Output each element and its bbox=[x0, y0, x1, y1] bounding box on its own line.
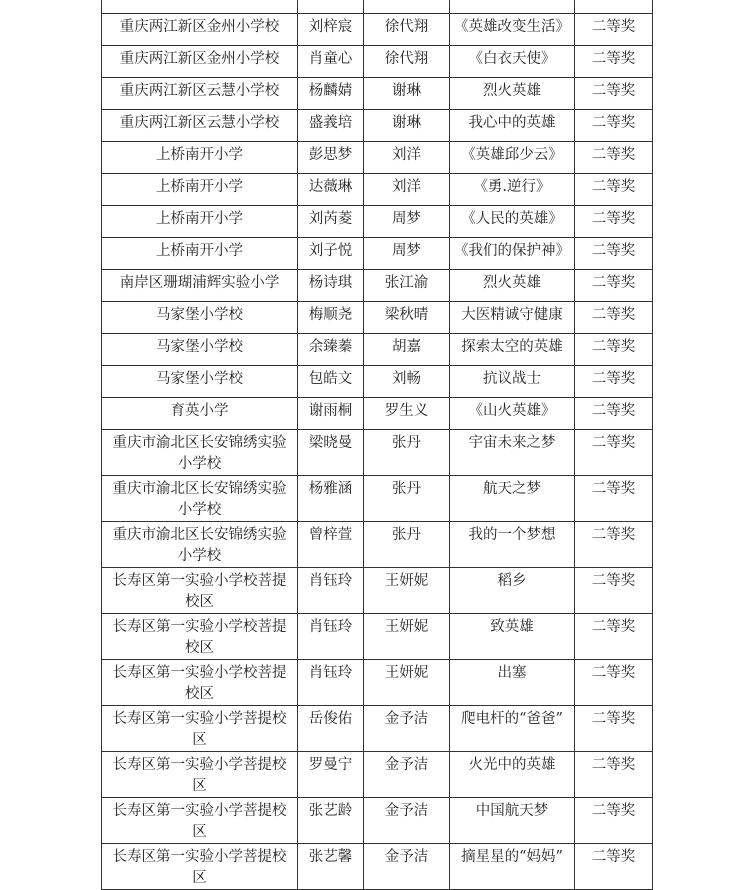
award-cell: 二等奖 bbox=[575, 238, 653, 270]
work-cell: 摘星星的“妈妈” bbox=[450, 844, 575, 890]
teacher-cell: 刘洋 bbox=[364, 174, 450, 206]
student-cell: 肖钰玲 bbox=[298, 660, 364, 706]
student-cell: 谢雨桐 bbox=[298, 398, 364, 430]
table-row bbox=[102, 430, 653, 476]
school-cell: 上桥南开小学 bbox=[102, 174, 298, 206]
work-cell: 致英雄 bbox=[450, 614, 575, 660]
teacher-cell: 徐代翔 bbox=[364, 14, 450, 46]
school-cell: 重庆市渝北区长安锦绣实验小学校 bbox=[102, 430, 298, 476]
award-cell: 二等奖 bbox=[575, 110, 653, 142]
school-cell: 重庆市渝北区长安锦绣实验小学校 bbox=[102, 522, 298, 568]
award-cell: 二等奖 bbox=[575, 302, 653, 334]
school-cell: 长寿区第一实验小学菩提校区 bbox=[102, 752, 298, 798]
work-cell: 大医精诚守健康 bbox=[450, 302, 575, 334]
award-cell: 二等奖 bbox=[575, 142, 653, 174]
school-cell: 马家堡小学校 bbox=[102, 366, 298, 398]
table-row bbox=[102, 78, 653, 110]
student-cell: 达薇琳 bbox=[298, 174, 364, 206]
work-cell: 航天之梦 bbox=[450, 476, 575, 522]
table-row bbox=[102, 398, 653, 430]
work-cell: 出塞 bbox=[450, 660, 575, 706]
table-row bbox=[102, 0, 653, 14]
teacher-cell: 徐代翔 bbox=[364, 46, 450, 78]
student-cell: 梅顺尧 bbox=[298, 302, 364, 334]
work-cell: 火光中的英雄 bbox=[450, 752, 575, 798]
teacher-cell: 梁秋晴 bbox=[364, 302, 450, 334]
work-cell: 宇宙未来之梦 bbox=[450, 430, 575, 476]
award-cell: 二等奖 bbox=[575, 844, 653, 890]
student-cell: 张艺馨 bbox=[298, 844, 364, 890]
table-row bbox=[102, 568, 653, 614]
school-cell: 长寿区第一实验小学菩提校区 bbox=[102, 798, 298, 844]
teacher-cell: 胡嘉 bbox=[364, 334, 450, 366]
school-cell: 马家堡小学校 bbox=[102, 302, 298, 334]
table-row bbox=[102, 522, 653, 568]
student-cell: 刘子悦 bbox=[298, 238, 364, 270]
teacher-cell: 刘畅 bbox=[364, 366, 450, 398]
award-cell: 二等奖 bbox=[575, 78, 653, 110]
teacher-cell: 张丹 bbox=[364, 522, 450, 568]
table-row bbox=[102, 270, 653, 302]
award-cell: 二等奖 bbox=[575, 398, 653, 430]
student-cell bbox=[298, 0, 364, 14]
work-cell: 《山火英雄》 bbox=[450, 398, 575, 430]
work-cell: 《英雄改变生活》 bbox=[450, 14, 575, 46]
student-cell: 刘梓宸 bbox=[298, 14, 364, 46]
work-cell bbox=[450, 0, 575, 14]
table-row bbox=[102, 110, 653, 142]
work-cell: 我的一个梦想 bbox=[450, 522, 575, 568]
school-cell: 长寿区第一实验小学菩提校区 bbox=[102, 706, 298, 752]
school-cell: 长寿区第一实验小学菩提校区 bbox=[102, 844, 298, 890]
awards-table-body bbox=[102, 0, 653, 890]
student-cell: 曾梓萱 bbox=[298, 522, 364, 568]
teacher-cell: 王妍妮 bbox=[364, 568, 450, 614]
teacher-cell: 周梦 bbox=[364, 238, 450, 270]
student-cell: 彭思梦 bbox=[298, 142, 364, 174]
student-cell: 肖童心 bbox=[298, 46, 364, 78]
teacher-cell: 金予洁 bbox=[364, 752, 450, 798]
teacher-cell: 金予洁 bbox=[364, 798, 450, 844]
student-cell: 盛義培 bbox=[298, 110, 364, 142]
school-cell: 上桥南开小学 bbox=[102, 142, 298, 174]
table-row bbox=[102, 302, 653, 334]
teacher-cell: 王妍妮 bbox=[364, 660, 450, 706]
teacher-cell: 谢琳 bbox=[364, 110, 450, 142]
award-cell: 二等奖 bbox=[575, 568, 653, 614]
school-cell: 长寿区第一实验小学校菩提校区 bbox=[102, 660, 298, 706]
work-cell: 中国航天梦 bbox=[450, 798, 575, 844]
award-cell: 二等奖 bbox=[575, 366, 653, 398]
table-row bbox=[102, 366, 653, 398]
award-cell: 二等奖 bbox=[575, 206, 653, 238]
school-cell: 育英小学 bbox=[102, 398, 298, 430]
teacher-cell: 张丹 bbox=[364, 430, 450, 476]
award-cell: 二等奖 bbox=[575, 614, 653, 660]
teacher-cell: 金予洁 bbox=[364, 706, 450, 752]
table-row bbox=[102, 660, 653, 706]
award-cell: 二等奖 bbox=[575, 476, 653, 522]
work-cell: 《我们的保护神》 bbox=[450, 238, 575, 270]
awards-table bbox=[101, 0, 653, 890]
table-row bbox=[102, 798, 653, 844]
award-cell: 二等奖 bbox=[575, 752, 653, 798]
student-cell: 杨诗琪 bbox=[298, 270, 364, 302]
teacher-cell: 谢琳 bbox=[364, 78, 450, 110]
work-cell: 我心中的英雄 bbox=[450, 110, 575, 142]
teacher-cell bbox=[364, 0, 450, 14]
work-cell: 《白衣天使》 bbox=[450, 46, 575, 78]
award-cell: 二等奖 bbox=[575, 522, 653, 568]
school-cell: 上桥南开小学 bbox=[102, 238, 298, 270]
award-cell: 二等奖 bbox=[575, 430, 653, 476]
table-row bbox=[102, 476, 653, 522]
table-row bbox=[102, 752, 653, 798]
award-cell: 二等奖 bbox=[575, 14, 653, 46]
student-cell: 张艺龄 bbox=[298, 798, 364, 844]
table-row bbox=[102, 206, 653, 238]
student-cell: 杨雅涵 bbox=[298, 476, 364, 522]
school-cell: 重庆两江新区云慧小学校 bbox=[102, 110, 298, 142]
teacher-cell: 刘洋 bbox=[364, 142, 450, 174]
teacher-cell: 王妍妮 bbox=[364, 614, 450, 660]
table-row bbox=[102, 238, 653, 270]
student-cell: 杨麟婧 bbox=[298, 78, 364, 110]
award-cell: 二等奖 bbox=[575, 660, 653, 706]
table-row bbox=[102, 614, 653, 660]
teacher-cell: 张江渝 bbox=[364, 270, 450, 302]
teacher-cell: 罗生义 bbox=[364, 398, 450, 430]
student-cell: 肖钰玲 bbox=[298, 568, 364, 614]
school-cell: 南岸区珊瑚浦辉实验小学 bbox=[102, 270, 298, 302]
table-row bbox=[102, 706, 653, 752]
work-cell: 烈火英雄 bbox=[450, 78, 575, 110]
school-cell: 重庆两江新区金州小学校 bbox=[102, 46, 298, 78]
work-cell: 爬电杆的“爸爸” bbox=[450, 706, 575, 752]
teacher-cell: 周梦 bbox=[364, 206, 450, 238]
table-row bbox=[102, 14, 653, 46]
work-cell: 《勇.逆行》 bbox=[450, 174, 575, 206]
award-cell: 二等奖 bbox=[575, 46, 653, 78]
table-row bbox=[102, 142, 653, 174]
table-row bbox=[102, 844, 653, 890]
student-cell: 肖钰玲 bbox=[298, 614, 364, 660]
table-row bbox=[102, 174, 653, 206]
student-cell: 梁晓曼 bbox=[298, 430, 364, 476]
award-cell bbox=[575, 0, 653, 14]
work-cell: 烈火英雄 bbox=[450, 270, 575, 302]
award-cell: 二等奖 bbox=[575, 706, 653, 752]
teacher-cell: 金予洁 bbox=[364, 844, 450, 890]
school-cell: 重庆市渝北区长安锦绣实验小学校 bbox=[102, 476, 298, 522]
school-cell: 长寿区第一实验小学校菩提校区 bbox=[102, 614, 298, 660]
work-cell: 探索太空的英雄 bbox=[450, 334, 575, 366]
student-cell: 余臻蓁 bbox=[298, 334, 364, 366]
student-cell: 包皓文 bbox=[298, 366, 364, 398]
award-cell: 二等奖 bbox=[575, 174, 653, 206]
school-cell: 马家堡小学校 bbox=[102, 334, 298, 366]
student-cell: 刘芮菱 bbox=[298, 206, 364, 238]
work-cell: 抗议战士 bbox=[450, 366, 575, 398]
school-cell: 长寿区第一实验小学校菩提校区 bbox=[102, 568, 298, 614]
student-cell: 罗曼宁 bbox=[298, 752, 364, 798]
work-cell: 稻乡 bbox=[450, 568, 575, 614]
school-cell: 重庆两江新区云慧小学校 bbox=[102, 78, 298, 110]
school-cell: 上桥南开小学 bbox=[102, 206, 298, 238]
student-cell: 岳俊佑 bbox=[298, 706, 364, 752]
award-cell: 二等奖 bbox=[575, 334, 653, 366]
award-cell: 二等奖 bbox=[575, 270, 653, 302]
table-row bbox=[102, 46, 653, 78]
work-cell: 《人民的英雄》 bbox=[450, 206, 575, 238]
work-cell: 《英雄邱少云》 bbox=[450, 142, 575, 174]
table-row bbox=[102, 334, 653, 366]
school-cell bbox=[102, 0, 298, 14]
award-cell: 二等奖 bbox=[575, 798, 653, 844]
school-cell: 重庆两江新区金州小学校 bbox=[102, 14, 298, 46]
teacher-cell: 张丹 bbox=[364, 476, 450, 522]
